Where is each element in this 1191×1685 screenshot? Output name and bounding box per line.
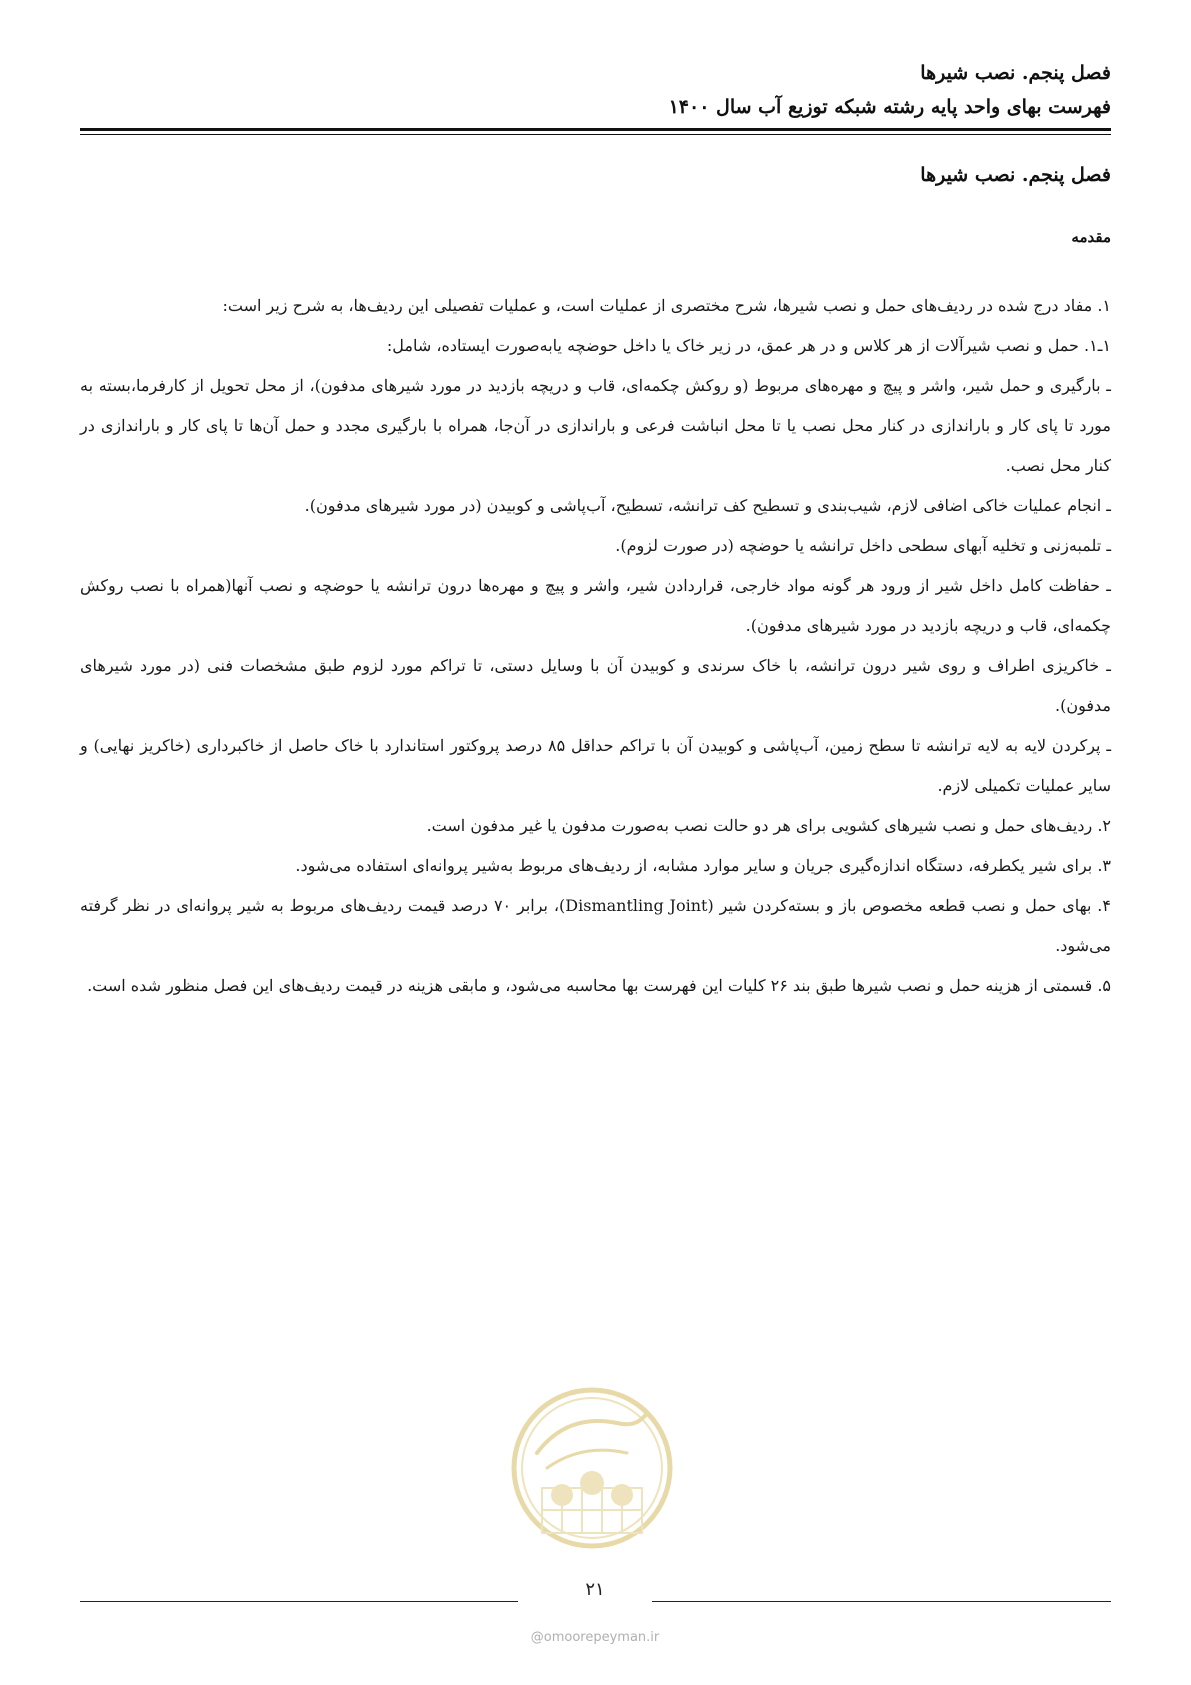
header-rule-thick: [80, 128, 1111, 131]
paragraph: ۵. قسمتی از هزینه حمل و نصب شیرها طبق بند ۲۶ کلیات این فهرست بها محاسبه می‌شود، و مابقی هزینه در قیمت ردیف‌های این فصل منظور شده است.: [87, 976, 1111, 995]
header-document-title: فهرست بهای واحد پایه رشته شبکه توزیع آب سال ۱۴۰۰: [668, 96, 1111, 118]
paragraph: ـ حفاظت کامل داخل شیر از ورود هر گونه مواد خارجی، قراردادن شیر، واشر و پیچ و مهره‌ها درون ترانشه یا حوضچه و نصب آنها(همراه با نصب روکش چکمه‌ای، قاب و دریچه بازدید در مورد شیرهای مدفون).: [80, 576, 1111, 635]
paragraph: ـ خاکریزی اطراف و روی شیر درون ترانشه، با خاک سرندی و کوبیدن آن با وسایل دستی، تا تراکم مورد لزوم طبق مشخصات فنی (در مورد شیرهای مدفون).: [80, 656, 1111, 715]
paragraph: ـ بارگیری و حمل شیر، واشر و پیچ و مهره‌های مربوط (و روکش چکمه‌ای، قاب و دریچه بازدید در مورد شیرهای مدفون)، از محل تحویل از کارفرما،بسته به مورد تا پای کار و باراندازی در کنار محل نصب یا تا محل انباشت فرعی و باراندازی در آن‌جا، همراه با بارگیری مجدد و حمل آن‌ها تا پای کار و باراندازی در کنار محل نصب.: [80, 376, 1112, 475]
paragraph: ـ پرکردن لایه به لایه ترانشه تا سطح زمین، آب‌پاشی و کوبیدن آن با تراکم حداقل ۸۵ درصد پروکتور استاندارد با خاک حاصل از خاکبرداری (خاکریز نهایی) و سایر عملیات تکمیلی لازم.: [80, 736, 1112, 795]
page-header: [80, 56, 1111, 124]
intro-heading: مقدمه: [1071, 228, 1111, 246]
website-watermark: @omoorepeyman.ir: [530, 1630, 660, 1645]
paragraph: ۴. بهای حمل و نصب قطعه مخصوص باز و بسته‌کردن شیر (Dismantling Joint)، برابر ۷۰ درصد قیمت ردیف‌های مربوط به شیر پروانه‌ای در نظر گرفته می‌شود.: [80, 896, 1111, 955]
body-text: [80, 286, 1111, 1006]
watermark-logo: [507, 1383, 677, 1553]
paragraph: ـ تلمبه‌زنی و تخلیه آبهای سطحی داخل ترانشه یا حوضچه (در صورت لزوم).: [615, 536, 1111, 555]
page-number: ۲۱: [585, 1579, 605, 1600]
header-rule-thin: [80, 134, 1111, 135]
paragraph: ۱ـ۱. حمل و نصب شیرآلات از هر کلاس و در هر عمق، در زیر خاک یا داخل حوضچه یابه‌صورت ایستاده، شامل:: [386, 336, 1111, 355]
paragraph: ۲. ردیف‌های حمل و نصب شیرهای کشویی برای هر دو حالت نصب به‌صورت مدفون یا غیر مدفون است.: [426, 816, 1111, 835]
watermark-seal-icon: [507, 1383, 677, 1553]
header-chapter-title: فصل پنجم. نصب شیرها: [920, 62, 1111, 84]
footer-rule-right: [652, 1601, 1111, 1602]
paragraph: ۱. مفاد درج شده در ردیف‌های حمل و نصب شیرها، شرح مختصری از عملیات است، و عملیات تفصیلی این ردیف‌ها، به شرح زیر است:: [222, 296, 1111, 315]
paragraph: ـ انجام عملیات خاکی اضافی لازم، شیب‌بندی و تسطیح کف ترانشه، تسطیح، آب‌پاشی و کوبیدن (در مورد شیرهای مدفون).: [304, 496, 1111, 515]
footer-rule-left: [80, 1601, 518, 1602]
section-title: فصل پنجم. نصب شیرها: [920, 164, 1111, 186]
paragraph: ۳. برای شیر یکطرفه، دستگاه اندازه‌گیری جریان و سایر موارد مشابه، از ردیف‌های مربوط به‌شیر پروانه‌ای استفاده می‌شود.: [295, 856, 1111, 875]
